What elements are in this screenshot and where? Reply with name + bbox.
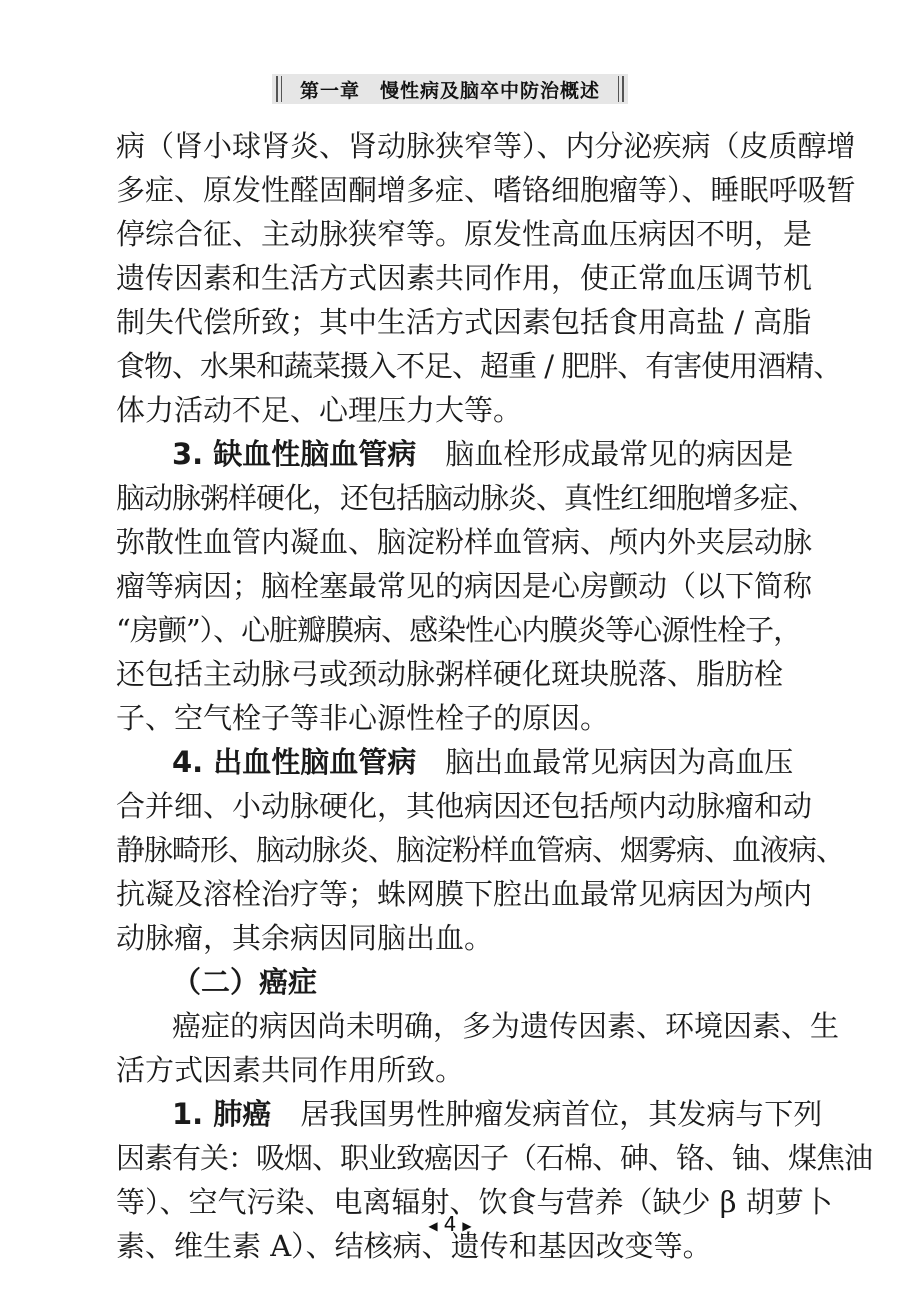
chapter-title: 第一章 慢性病及脑卒中防治概述: [299, 79, 600, 102]
subsection-heading-cancer: （二）癌症: [172, 965, 318, 999]
heading-text: 脑出血最常见病因为高血压: [416, 745, 794, 779]
body-text: [116, 124, 873, 1268]
header-rule-left-thin: [281, 76, 282, 102]
body-line: “房颤”）、心脏瓣膜病、感染性心内膜炎等心源性栓子，: [116, 613, 802, 647]
body-line: 瘤等病因；脑栓塞最常见的病因是心房颤动（以下简称: [116, 569, 813, 603]
body-line: 因素有关：吸烟、职业致癌因子（石棉、砷、铬、铀、煤焦油: [116, 1141, 873, 1175]
header-rule-right-thin: [618, 76, 619, 102]
body-line: 病（肾小球肾炎、肾动脉狭窄等）、内分泌疾病（皮质醇增: [116, 129, 856, 163]
section-heading-ischemic: [116, 432, 794, 476]
heading-text: 居我国男性肿瘤发病首位，其发病与下列: [271, 1097, 823, 1131]
chapter-title-box: [272, 74, 628, 104]
body-line: 素、维生素 A）、结核病、遗传和基因改变等。: [116, 1229, 712, 1263]
page-number: 4: [443, 1212, 457, 1236]
heading-label: 4. 出血性脑血管病: [172, 745, 417, 779]
header-rule-left: [276, 76, 278, 102]
body-line: 动脉瘤，其余病因同脑出血。: [116, 921, 494, 955]
triangle-right-icon: ▶: [462, 1218, 472, 1233]
body-line: 还包括主动脉弓或颈动脉粥样硬化斑块脱落、脂肪栓: [116, 657, 784, 691]
body-line: 癌症的病因尚未明确，多为遗传因素、环境因素、生: [172, 1009, 840, 1043]
body-line: 子、空气栓子等非心源性栓子的原因。: [116, 701, 610, 735]
body-line: 合并细、小动脉硬化，其他病因还包括颅内动脉瘤和动: [116, 789, 813, 823]
body-line: 食物、水果和蔬菜摄入不足、超重 / 肥胖、有害使用酒精、: [116, 349, 842, 383]
heading-label: 1. 肺癌: [172, 1097, 272, 1131]
header-rule-right: [622, 76, 624, 102]
body-line: 体力活动不足、心理压力大等。: [116, 393, 523, 427]
body-line: 抗凝及溶栓治疗等；蛛网膜下腔出血最常见病因为颅内: [116, 877, 813, 911]
running-header: [0, 72, 900, 106]
body-line: 停综合征、主动脉狭窄等。原发性高血压病因不明，是: [116, 217, 813, 251]
body-line: 等）、空气污染、电离辐射、饮食与营养（缺少 β 胡萝卜: [116, 1185, 833, 1219]
heading-label: 3. 缺血性脑血管病: [172, 437, 417, 471]
body-line: 遗传因素和生活方式因素共同作用，使正常血压调节机: [116, 261, 813, 295]
section-heading-lung-cancer: [116, 1092, 823, 1136]
triangle-left-icon: ◀: [428, 1218, 438, 1233]
body-line: 活方式因素共同作用所致。: [116, 1053, 465, 1087]
heading-text: 脑血栓形成最常见的病因是: [416, 437, 794, 471]
section-heading-hemorrhagic: [116, 740, 794, 784]
body-line: 多症、原发性醛固酮增多症、嗜铬细胞瘤等）、睡眠呼吸暂: [116, 173, 856, 207]
body-line: 脑动脉粥样硬化，还包括脑动脉炎、真性红细胞增多症、: [116, 481, 817, 515]
body-line: 弥散性血管内凝血、脑淀粉样血管病、颅内外夹层动脉: [116, 525, 813, 559]
page-footer: [0, 1212, 900, 1236]
body-line: 静脉畸形、脑动脉炎、脑淀粉样血管病、烟雾病、血液病、: [116, 833, 845, 867]
body-line: 制失代偿所致；其中生活方式因素包括食用高盐 / 高脂: [116, 305, 812, 339]
